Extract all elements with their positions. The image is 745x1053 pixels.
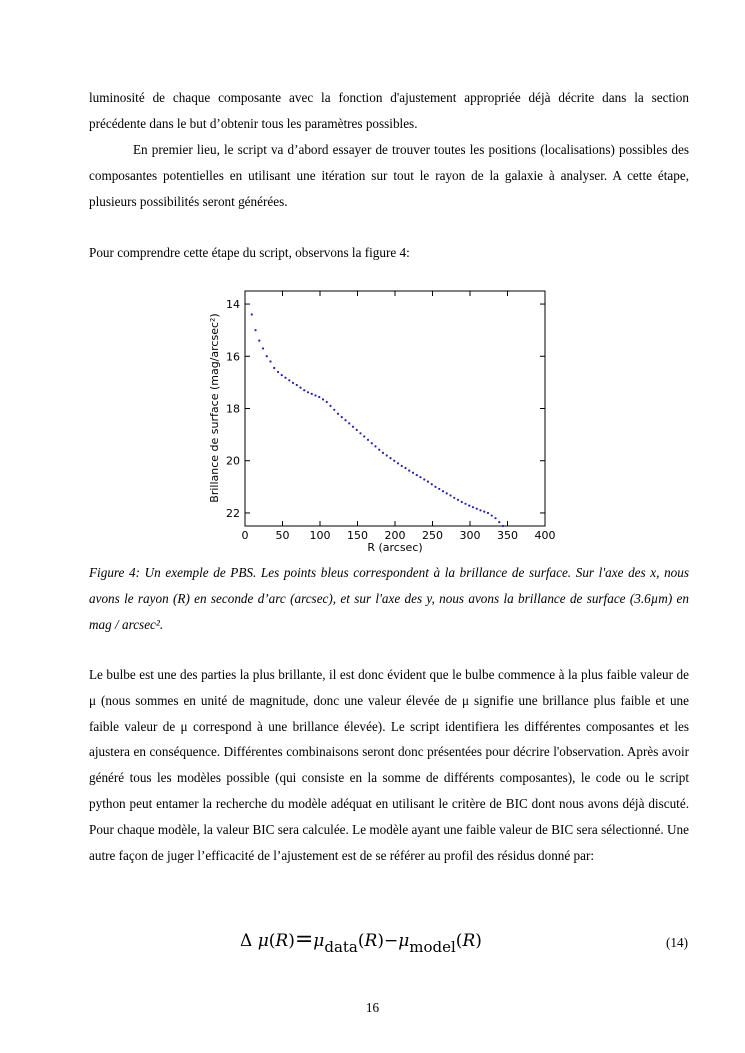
data-point (491, 514, 493, 516)
paragraph-figure-ref: Pour comprendre cette étape du script, observons la figure 4: (89, 245, 410, 260)
data-point (367, 439, 369, 441)
data-point (281, 374, 283, 376)
data-point (386, 454, 388, 456)
data-point (314, 394, 316, 396)
x-tick-label: 150 (347, 529, 368, 542)
data-point (303, 389, 305, 391)
eq-mu: μ (257, 931, 269, 951)
data-point (483, 511, 485, 513)
paragraph-intro: luminosité de chaque composante avec la fonction d'ajustement appropriée déjà décrite dans la section précédente dans le but d’obtenir tous les paramètres possibles. (89, 90, 689, 131)
data-point (446, 492, 448, 494)
data-point (341, 416, 343, 418)
y-tick-label: 20 (226, 454, 240, 468)
eq-lparen-2: ( (357, 931, 365, 951)
eq-r-3: R (462, 931, 476, 951)
data-point (498, 521, 500, 523)
data-point (438, 488, 440, 490)
x-tick-label: 300 (459, 529, 481, 542)
eq-sub-model: model (409, 938, 456, 956)
data-point (322, 398, 324, 400)
data-point (476, 508, 478, 510)
figure-caption: Figure 4: Un exemple de PBS. Les points bleus correspondent à la brillance de surface. Sur l'axe des x, nous avons le rayon (R) en seconde d’arc (arcsec), et sur l'axe des y, nous avons la brillance de surface (3.6µm) en mag / arcsec². (89, 565, 689, 632)
eq-lparen-3: ( (455, 931, 463, 951)
eq-rparen-3: ) (475, 931, 482, 951)
eq-equals: = (294, 927, 314, 952)
data-point (363, 435, 365, 437)
eq-rparen: ) (288, 931, 295, 951)
data-point (266, 355, 268, 357)
data-point (382, 452, 384, 454)
data-point (479, 509, 481, 511)
data-point (412, 472, 414, 474)
data-point (296, 384, 298, 386)
data-point (431, 483, 433, 485)
data-point (318, 396, 320, 398)
data-point (408, 470, 410, 472)
y-axis-label: Brillance de surface (mag/arcsec²) (208, 313, 221, 503)
data-point (299, 387, 301, 389)
data-point (416, 474, 418, 476)
data-point (307, 391, 309, 393)
eq-sub-data: data (324, 938, 358, 956)
data-point (348, 422, 350, 424)
data-point (356, 429, 358, 431)
data-point (359, 432, 361, 434)
data-point (378, 449, 380, 451)
data-point (344, 419, 346, 421)
eq-lparen: ( (268, 931, 276, 951)
data-point (419, 476, 421, 478)
data-point (397, 462, 399, 464)
data-point (284, 377, 286, 379)
data-point (277, 371, 279, 373)
data-point (393, 460, 395, 462)
x-tick-label: 0 (241, 529, 249, 542)
data-point (371, 442, 373, 444)
figure-4-chart (200, 272, 560, 557)
eq-minus: − (383, 931, 399, 951)
data-point (333, 409, 335, 411)
data-point (292, 382, 294, 384)
data-point (273, 367, 275, 369)
data-point (311, 393, 313, 395)
data-point (329, 405, 331, 407)
eq-mu-data: μ (313, 931, 325, 951)
data-point (453, 497, 455, 499)
data-point (434, 486, 436, 488)
data-point (423, 478, 425, 480)
data-point (502, 525, 504, 527)
data-point (262, 347, 264, 349)
data-point (404, 467, 406, 469)
data-point (326, 401, 328, 403)
data-point (389, 457, 391, 459)
equation-number: (14) (666, 935, 688, 950)
paragraph-method: En premier lieu, le script va d’abord essayer de trouver toutes les positions (localisations) possibles des composantes potentielles en utilisant une itération sur tout le rayon de la galaxie à analyser. A cette étape, plusieurs possibilités seront générées. (89, 142, 689, 209)
eq-mu-model: μ (398, 931, 410, 951)
data-point (269, 360, 271, 362)
x-tick-label: 200 (384, 529, 406, 542)
data-point (472, 506, 474, 508)
data-point (468, 505, 470, 507)
paragraph-discussion: Le bulbe est une des parties la plus brillante, il est donc évident que le bulbe commence à la plus faible valeur de μ (nous sommes en unité de magnitude, donc une valeur élevée de μ signifie une brillance plus faible et une faible valeur de μ correspond à une brillance élevée). Le script identifiera les différentes composantes et les ajustera en conséquence. Différentes combinaisons seront donc présentées pour décrire l'observation. Après avoir généré tous les modèles possible (qui consiste en la somme de différents composantes), le code ou le script python peut entamer la recherche du modèle adéquat en utilisant le critère de BIC dont nous avons déjà discuté. Pour chaque modèle, la valeur BIC sera calculée. Le modèle ayant une faible valeur de BIC sera sélectionné. Une autre façon de juger l’efficacité de l’ajustement est de se référer au profil des résidus donné par: (89, 667, 689, 863)
data-point (254, 329, 256, 331)
eq-delta: Δ (240, 931, 253, 951)
data-point (442, 490, 444, 492)
data-point (487, 512, 489, 514)
x-tick-label: 350 (497, 529, 518, 542)
x-tick-label: 50 (275, 529, 290, 542)
data-point (427, 481, 429, 483)
y-tick-label: 18 (226, 402, 240, 416)
data-point (337, 413, 339, 415)
y-tick-label: 16 (226, 350, 240, 364)
data-point (288, 379, 290, 381)
eq-rparen-2: ) (377, 931, 384, 951)
eq-r-2: R (364, 931, 378, 951)
data-point (449, 494, 451, 496)
data-point (464, 503, 466, 505)
data-point (494, 517, 496, 519)
eq-r: R (275, 931, 289, 951)
data-point (374, 445, 376, 447)
x-axis-label: R (arcsec) (367, 541, 423, 554)
data-point (251, 313, 253, 315)
x-tick-label: 100 (309, 529, 331, 542)
equation-residuals (240, 927, 482, 956)
plot-frame (245, 291, 545, 526)
data-point (457, 499, 459, 501)
x-tick-label: 400 (534, 529, 556, 542)
y-tick-label: 22 (226, 506, 240, 520)
x-tick-label: 250 (422, 529, 443, 542)
data-point (401, 465, 403, 467)
y-tick-label: 14 (226, 298, 240, 312)
data-point (352, 426, 354, 428)
data-point (461, 501, 463, 503)
data-point (258, 340, 260, 342)
page-number: 16 (365, 1000, 380, 1015)
